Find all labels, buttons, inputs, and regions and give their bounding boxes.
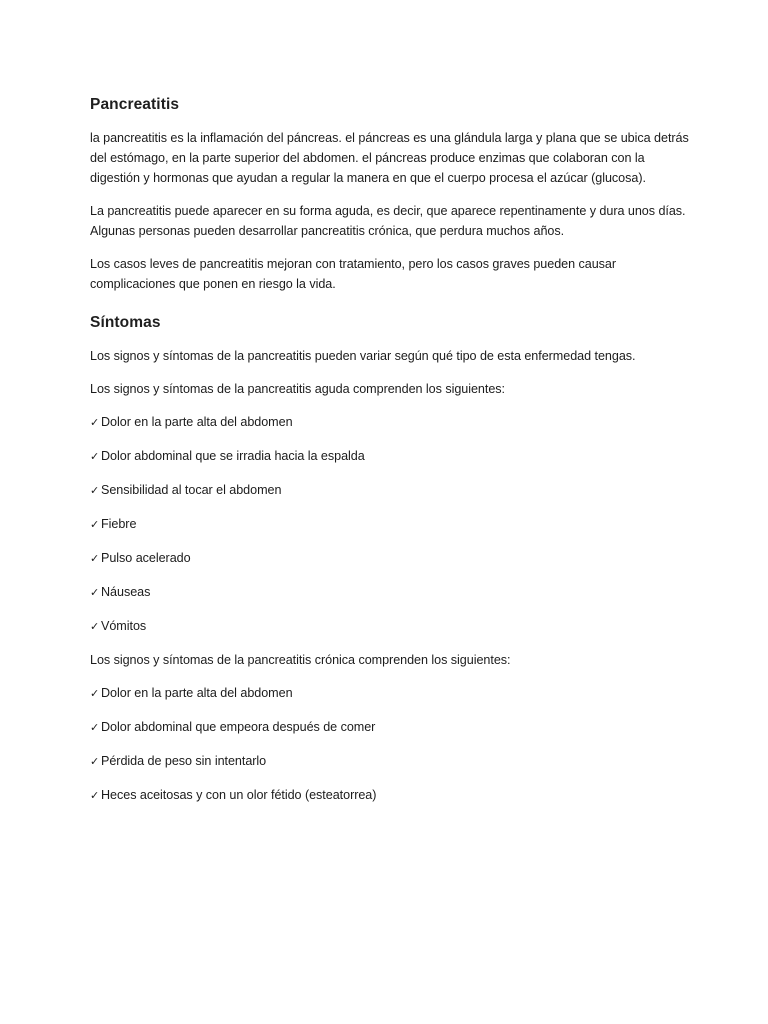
list-item: [90, 785, 690, 806]
list-item-text: Pérdida de peso sin intentarlo: [101, 754, 267, 768]
checkmark-icon: ✓: [90, 755, 100, 768]
list-item: [90, 582, 690, 603]
acute-intro: Los signos y síntomas de la pancreatitis aguda comprenden los siguientes:: [90, 382, 505, 396]
list-item-text: Dolor abdominal que se irradia hacia la espalda: [101, 449, 365, 463]
intro-paragraph-1: la pancreatitis es la inflamación del páncreas. el páncreas es una glándula larga y plana que se ubica detrás del estómago, en la parte superior del abdomen. el páncreas produce enzimas que colaboran con la digestión y hormonas que ayudan a regular la manera en que el cuerpo procesa el azúcar (glucosa).: [90, 131, 689, 185]
list-item: [90, 616, 690, 637]
checkmark-icon: ✓: [90, 620, 100, 633]
symptoms-intro: Los signos y síntomas de la pancreatitis pueden variar según qué tipo de esta enfermedad tengas.: [90, 349, 636, 363]
list-item-text: Pulso acelerado: [101, 551, 191, 565]
list-item-text: Heces aceitosas y con un olor fétido (esteatorrea): [101, 788, 377, 802]
document-page: [90, 94, 690, 819]
chronic-intro: Los signos y síntomas de la pancreatitis crónica comprenden los siguientes:: [90, 653, 511, 667]
list-item: [90, 412, 690, 433]
list-item: [90, 683, 690, 704]
list-item: [90, 717, 690, 738]
checkmark-icon: ✓: [90, 586, 100, 599]
list-item-text: Sensibilidad al tocar el abdomen: [101, 483, 282, 497]
checkmark-icon: ✓: [90, 552, 100, 565]
checkmark-icon: ✓: [90, 416, 100, 429]
list-item: [90, 751, 690, 772]
symptoms-heading: Síntomas: [90, 314, 161, 331]
list-item-text: Vómitos: [101, 619, 147, 633]
acute-symptoms-list: [90, 412, 690, 637]
list-item-text: Dolor en la parte alta del abdomen: [101, 415, 293, 429]
checkmark-icon: ✓: [90, 687, 100, 700]
checkmark-icon: ✓: [90, 450, 100, 463]
document-title: Pancreatitis: [90, 96, 180, 113]
intro-paragraph-3: Los casos leves de pancreatitis mejoran con tratamiento, pero los casos graves pueden causar complicaciones que ponen en riesgo la vida.: [90, 257, 617, 291]
list-item: [90, 446, 690, 467]
list-item: [90, 480, 690, 501]
list-item: [90, 514, 690, 535]
list-item-text: Dolor en la parte alta del abdomen: [101, 686, 293, 700]
checkmark-icon: ✓: [90, 721, 100, 734]
chronic-symptoms-list: [90, 683, 690, 806]
list-item: [90, 548, 690, 569]
list-item-text: Náuseas: [101, 585, 151, 599]
list-item-text: Fiebre: [101, 517, 137, 531]
list-item-text: Dolor abdominal que empeora después de comer: [101, 720, 376, 734]
checkmark-icon: ✓: [90, 789, 100, 802]
intro-paragraph-2: La pancreatitis puede aparecer en su forma aguda, es decir, que aparece repentinamente y dura unos días. Algunas personas pueden desarrollar pancreatitis crónica, que perdura muchos años.: [90, 204, 686, 238]
checkmark-icon: ✓: [90, 484, 100, 497]
checkmark-icon: ✓: [90, 518, 100, 531]
